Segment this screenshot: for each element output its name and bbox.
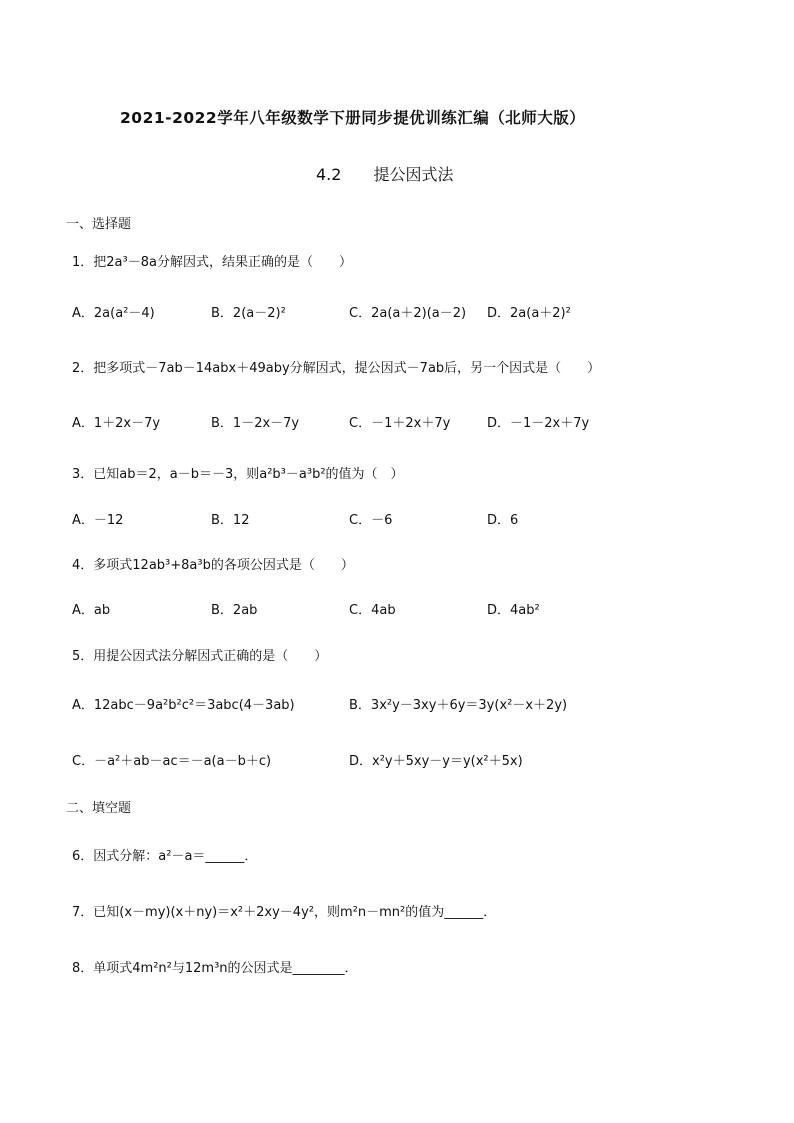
question-2-option-c[interactable]: C．－1＋2x＋7y bbox=[349, 416, 451, 431]
question-1-option-d[interactable]: D．2a(a＋2)² bbox=[487, 306, 571, 321]
question-7-stem: 7．已知(x－my)(x＋ny)＝x²＋2xy－4y²，则m²n－mn²的值为______． bbox=[72, 905, 497, 920]
question-4-option-b[interactable]: B．2ab bbox=[211, 603, 258, 618]
question-4-option-a[interactable]: A．ab bbox=[72, 603, 111, 618]
question-2-option-b[interactable]: B．1－2x－7y bbox=[211, 416, 300, 431]
question-3-option-d[interactable]: D．6 bbox=[487, 513, 519, 528]
section-heading-choice: 一、选择题 bbox=[66, 217, 132, 232]
question-3-option-c[interactable]: C．－6 bbox=[349, 513, 393, 528]
document-title: 2021-2022学年八年级数学下册同步提优训练汇编（北师大版） bbox=[120, 109, 586, 127]
question-1-option-b[interactable]: B．2(a－2)² bbox=[211, 306, 286, 321]
question-5-option-a[interactable]: A．12abc－9a²b²c²＝3abc(4－3ab) bbox=[72, 698, 295, 713]
question-2-stem: 2．把多项式－7ab－14abx＋49aby分解因式，提公因式－7ab后，另一个因式是（ ） bbox=[72, 361, 601, 376]
question-1-option-c[interactable]: C．2a(a＋2)(a－2) bbox=[349, 306, 467, 321]
question-3-option-b[interactable]: B．12 bbox=[211, 513, 250, 528]
question-6-stem: 6．因式分解：a²－a＝______． bbox=[72, 849, 258, 864]
question-1-option-a[interactable]: A．2a(a²－4) bbox=[72, 306, 155, 321]
question-2-option-a[interactable]: A．1＋2x－7y bbox=[72, 416, 161, 431]
question-4-option-c[interactable]: C．4ab bbox=[349, 603, 396, 618]
question-3-stem: 3．已知ab＝2，a－b＝－3，则a²b³－a³b²的值为（ ） bbox=[72, 467, 404, 482]
question-5-option-b[interactable]: B．3x²y－3xy＋6y＝3y(x²－x＋2y) bbox=[349, 698, 568, 713]
section-subtitle: 4.2 提公因式法 bbox=[316, 165, 454, 184]
question-5-option-d[interactable]: D．x²y＋5xy－y＝y(x²＋5x) bbox=[349, 754, 523, 769]
question-3-option-a[interactable]: A．－12 bbox=[72, 513, 124, 528]
question-5-stem: 5．用提公因式法分解因式正确的是（ ） bbox=[72, 649, 328, 664]
question-4-stem: 4．多项式12ab³+8a³b的各项公因式是（ ） bbox=[72, 558, 354, 573]
question-8-stem: 8．单项式4m²n²与12m³n的公因式是________． bbox=[72, 961, 358, 976]
question-5-option-c[interactable]: C．－a²＋ab－ac＝－a(a－b＋c) bbox=[72, 754, 272, 769]
section-heading-fill: 二、填空题 bbox=[66, 801, 132, 816]
question-1-stem: 1．把2a³－8a分解因式，结果正确的是（ ） bbox=[72, 255, 352, 270]
question-4-option-d[interactable]: D．4ab² bbox=[487, 603, 540, 618]
question-2-option-d[interactable]: D．－1－2x＋7y bbox=[487, 416, 590, 431]
